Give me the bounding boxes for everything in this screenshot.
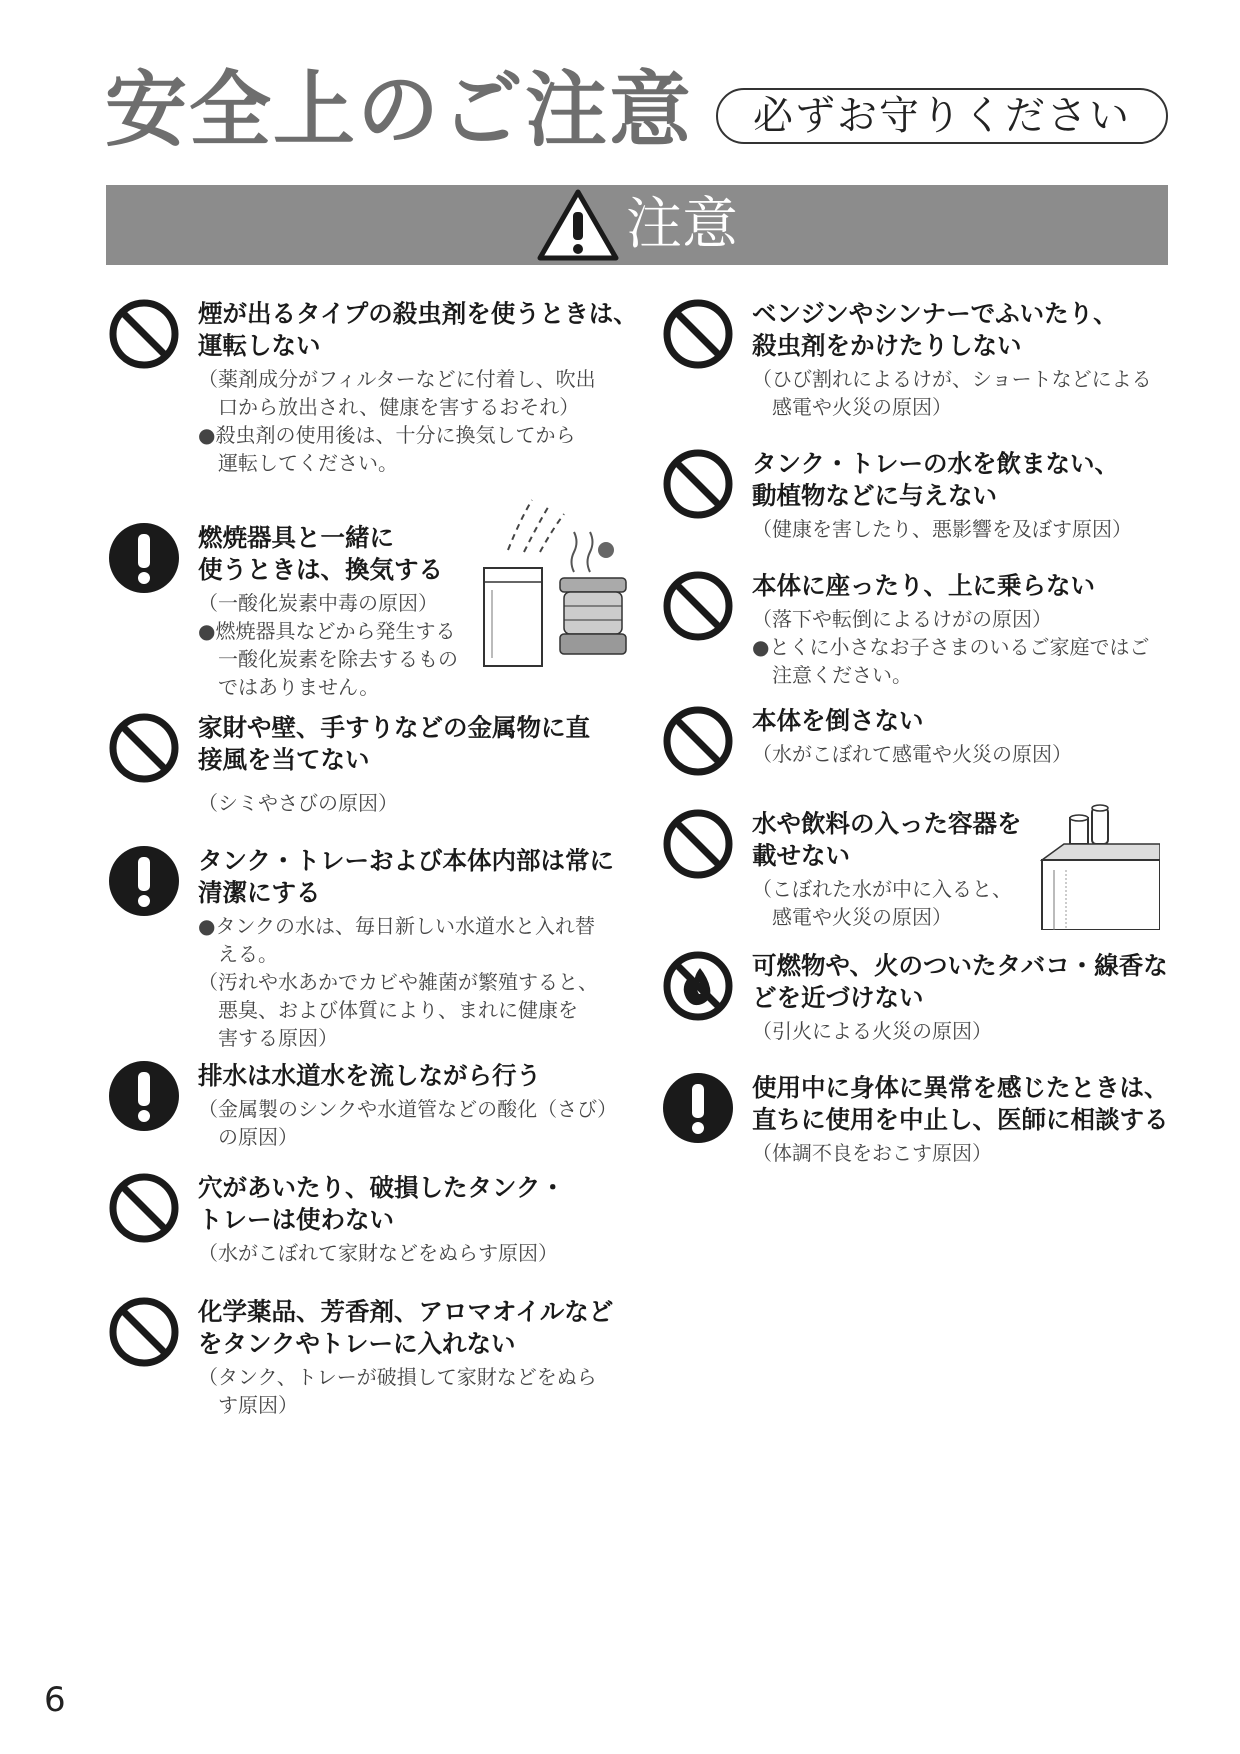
item-heading: 使用中に身体に異常を感じたときは、 <box>752 1073 1169 1102</box>
page-title: 安全上のご注意 <box>105 63 694 158</box>
prohibition-icon <box>108 1296 180 1368</box>
item-heading: 動植物などに与えない <box>752 481 997 510</box>
caution-label: 注意 <box>626 192 738 257</box>
item-note: （水がこぼれて家財などをぬらす原因） <box>198 1241 558 1265</box>
prohibition-icon <box>662 448 734 520</box>
item-heading: 排水は水道水を流しながら行う <box>198 1061 541 1090</box>
item-note: （落下や転倒によるけがの原因） <box>752 607 1052 631</box>
item-heading: トレーは使わない <box>198 1205 394 1234</box>
item-note: 感電や火災の原因） <box>752 395 952 419</box>
item-heading: 本体に座ったり、上に乗らない <box>752 571 1095 600</box>
item-heading: 直ちに使用を中止し、医師に相談する <box>752 1105 1169 1134</box>
item-bullet: える。 <box>198 942 278 966</box>
item-bullet: （汚れや水あかでカビや雑菌が繁殖すると、 <box>198 970 598 994</box>
item-note: の原因） <box>198 1125 298 1149</box>
cups-on-purifier-illustration <box>1040 800 1160 930</box>
item-bullet: 悪臭、および体質により、まれに健康を <box>198 998 578 1022</box>
item-note: （健康を害したり、悪影響を及ぼす原因） <box>752 517 1132 541</box>
item-heading: 殺虫剤をかけたりしない <box>752 331 1022 360</box>
warning-triangle-icon <box>536 188 620 262</box>
item-bullet: 運転してください。 <box>198 451 398 475</box>
mandatory-icon <box>108 845 180 917</box>
item-heading: 使うときは、換気する <box>198 555 443 584</box>
prohibition-icon <box>662 705 734 777</box>
item-heading: 燃焼器具と一緒に <box>198 523 394 552</box>
item-heading: 可燃物や、火のついたタバコ・線香な <box>752 951 1168 980</box>
prohibition-icon <box>662 808 734 880</box>
item-heading: タンク・トレーおよび本体内部は常に <box>198 846 615 875</box>
prohibition-icon <box>108 712 180 784</box>
caution-banner <box>106 185 1168 265</box>
prohibition-icon <box>662 570 734 642</box>
item-bullet: 注意ください。 <box>752 663 912 687</box>
item-heading: 穴があいたり、破損したタンク・ <box>198 1173 566 1202</box>
item-bullet: ●タンクの水は、毎日新しい水道水と入れ替 <box>198 914 596 938</box>
page-number: 6 <box>44 1680 66 1720</box>
purifier-with-heater-illustration <box>480 490 630 670</box>
item-note: （シミやさびの原因） <box>198 791 398 815</box>
prohibition-icon <box>108 298 180 370</box>
item-note: （一酸化炭素中毒の原因） <box>198 591 438 615</box>
item-note: 口から放出され、健康を害するおそれ） <box>198 395 580 419</box>
item-note: （薬剤成分がフィルターなどに付着し、吹出 <box>198 367 596 391</box>
item-heading: タンク・トレーの水を飲まない、 <box>752 449 1120 478</box>
no-open-flame-icon <box>662 950 734 1022</box>
item-bullet: ●殺虫剤の使用後は、十分に換気してから <box>198 423 576 447</box>
mandatory-icon <box>108 1060 180 1132</box>
item-heading: 本体を倒さない <box>752 706 924 735</box>
item-heading: 化学薬品、芳香剤、アロマオイルなど <box>198 1297 614 1326</box>
item-note: （ひび割れによるけが、ショートなどによる <box>752 367 1152 391</box>
item-bullet: ●燃焼器具などから発生する <box>198 619 456 643</box>
item-heading: 運転しない <box>198 331 321 360</box>
item-bullet: ではありません。 <box>198 675 380 699</box>
item-heading: 接風を当てない <box>198 745 370 774</box>
item-note: 感電や火災の原因） <box>752 905 952 929</box>
item-bullet: ●とくに小さなお子さまのいるご家庭ではご <box>752 635 1150 659</box>
item-note: （タンク、トレーが破損して家財などをぬら <box>198 1365 597 1389</box>
prohibition-icon <box>108 1172 180 1244</box>
item-note: す原因） <box>198 1393 298 1417</box>
item-note: （金属製のシンクや水道管などの酸化（さび） <box>198 1097 618 1121</box>
item-heading: 清潔にする <box>198 878 321 907</box>
item-heading: 家財や壁、手すりなどの金属物に直 <box>198 713 590 742</box>
must-follow-badge: 必ずお守りください <box>716 88 1168 144</box>
item-note: （体調不良をおこす原因） <box>752 1141 992 1165</box>
mandatory-icon <box>108 522 180 594</box>
mandatory-icon <box>662 1072 734 1144</box>
item-bullet: 害する原因） <box>198 1026 338 1050</box>
item-heading: ベンジンやシンナーでふいたり、 <box>752 299 1118 328</box>
item-note: （こぼれた水が中に入ると、 <box>752 877 1012 901</box>
item-bullet: 一酸化炭素を除去するもの <box>198 647 458 671</box>
item-heading: 煙が出るタイプの殺虫剤を使うときは、 <box>198 299 638 328</box>
item-heading: 載せない <box>752 841 850 870</box>
item-heading: どを近づけない <box>752 983 924 1012</box>
item-heading: をタンクやトレーに入れない <box>198 1329 516 1358</box>
prohibition-icon <box>662 298 734 370</box>
item-heading: 水や飲料の入った容器を <box>752 809 1022 838</box>
item-note: （引火による火災の原因） <box>752 1019 992 1043</box>
item-note: （水がこぼれて感電や火災の原因） <box>752 742 1072 766</box>
